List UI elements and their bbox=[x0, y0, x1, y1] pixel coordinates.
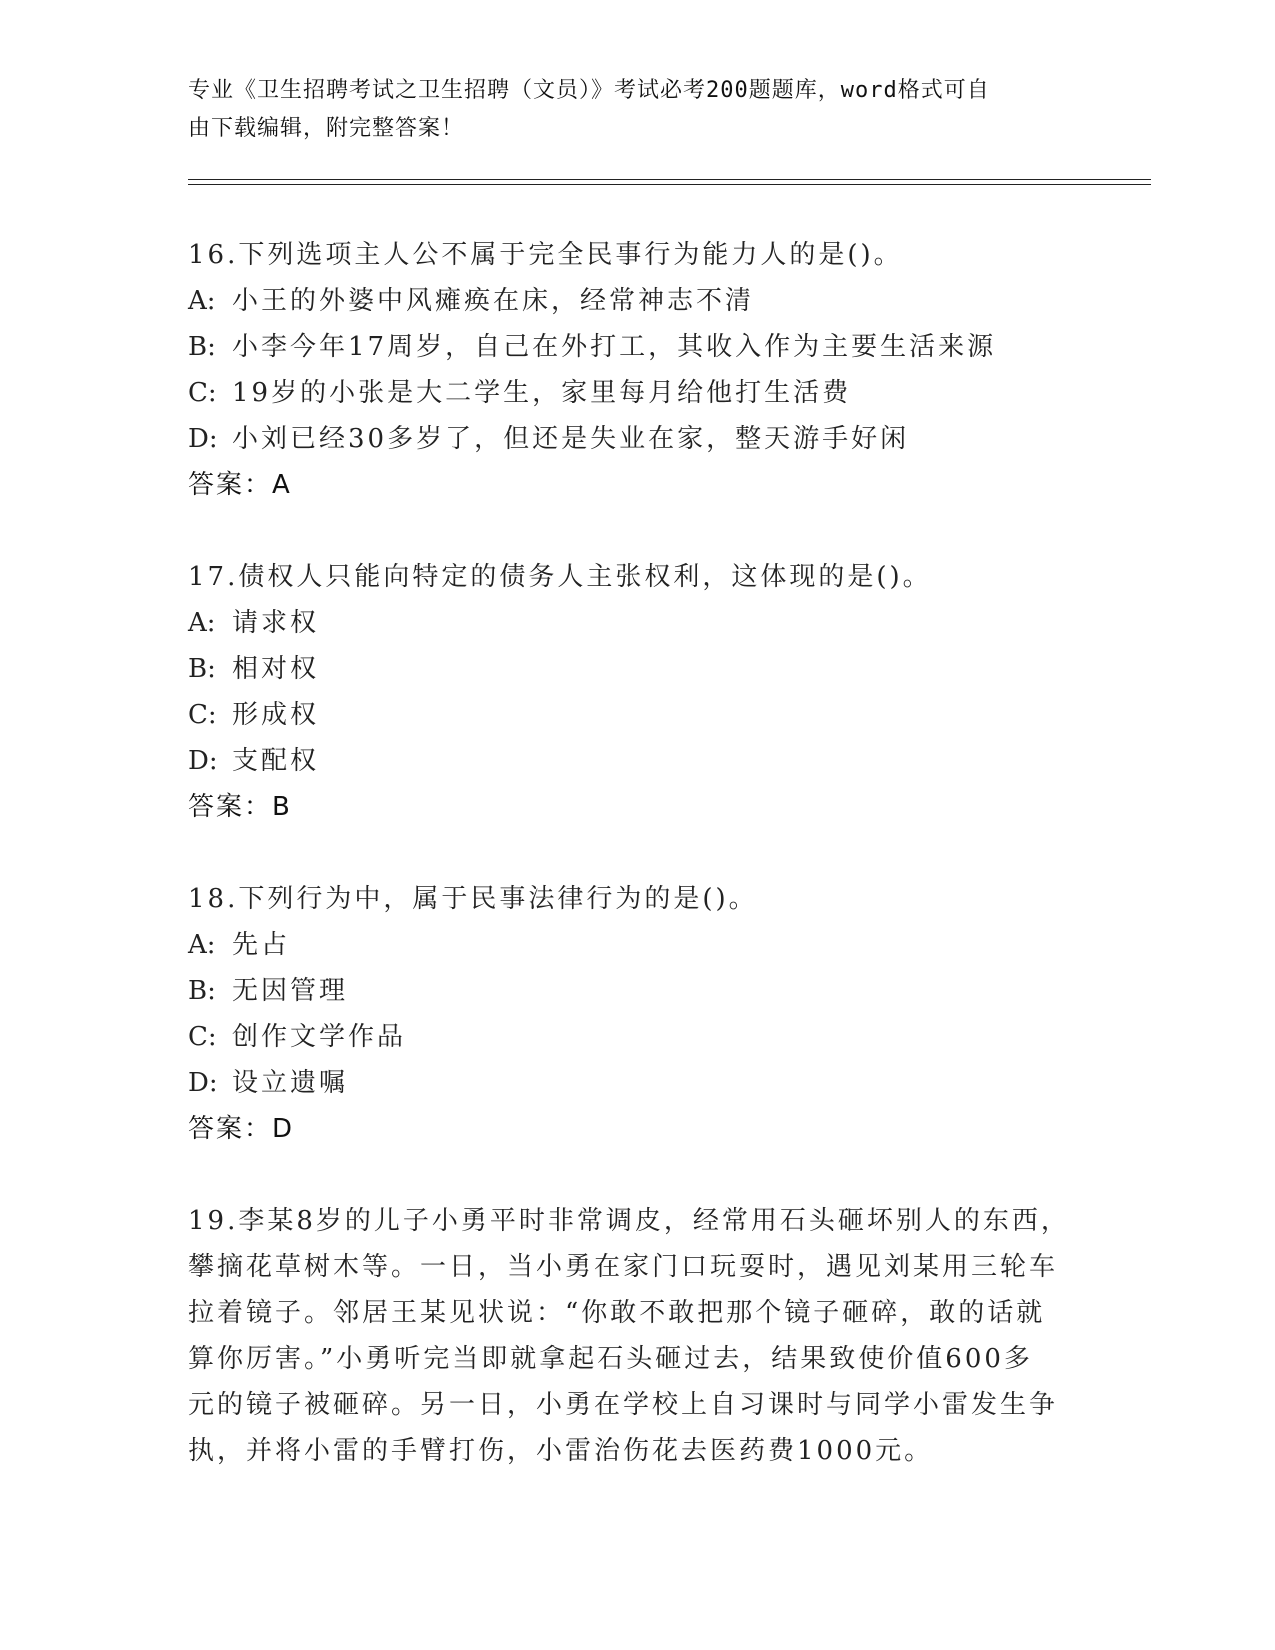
option-b bbox=[188, 324, 1068, 370]
option-key: B: bbox=[188, 654, 216, 684]
question-19-line-3: 拉着镜子。邻居王某见状说：“你敢不敢把那个镜子砸碎，敢的话就 bbox=[188, 1298, 1046, 1328]
header-line-2: 由下载编辑，附完整答案！ bbox=[188, 116, 465, 141]
question-19-line-2: 攀摘花草树木等。一日，当小勇在家门口玩耍时，遇见刘某用三轮车 bbox=[188, 1252, 1059, 1282]
question-stem: 16.下列选项主人公不属于完全民事行为能力人的是()。 bbox=[188, 240, 903, 270]
option-key: A: bbox=[188, 286, 216, 316]
question-stem: 17.债权人只能向特定的债务人主张权利，这体现的是()。 bbox=[188, 562, 932, 592]
option-key: D: bbox=[188, 424, 218, 454]
option-text: 无因管理 bbox=[232, 976, 349, 1006]
option-text: 设立遗嘱 bbox=[232, 1068, 349, 1098]
option-key: A: bbox=[188, 930, 216, 960]
option-key: C: bbox=[188, 378, 217, 408]
option-d bbox=[188, 416, 1068, 462]
answer-line: 答案：D bbox=[188, 1114, 295, 1144]
option-a bbox=[188, 922, 1068, 968]
question-19-line-5: 元的镜子被砸碎。另一日，小勇在学校上自习课时与同学小雷发生争 bbox=[188, 1390, 1059, 1420]
option-text: 创作文学作品 bbox=[232, 1022, 407, 1052]
option-text: 小王的外婆中风瘫痪在床，经常神志不清 bbox=[232, 286, 755, 316]
question-stem: 18.下列行为中，属于民事法律行为的是()。 bbox=[188, 884, 758, 914]
question-19 bbox=[188, 1198, 1068, 1474]
option-key: B: bbox=[188, 976, 216, 1006]
option-c bbox=[188, 1014, 1068, 1060]
question-19-line-1: 19.李某8岁的儿子小勇平时非常调皮，经常用石头砸坏别人的东西， bbox=[188, 1206, 1070, 1236]
option-b bbox=[188, 646, 1068, 692]
option-key: C: bbox=[188, 1022, 217, 1052]
option-c bbox=[188, 692, 1068, 738]
answer-line: 答案：A bbox=[188, 470, 292, 500]
question-18 bbox=[188, 876, 1068, 1152]
question-19-line-6: 执，并将小雷的手臂打伤，小雷治伤花去医药费1000元。 bbox=[188, 1436, 934, 1466]
option-text: 小刘已经30多岁了，但还是失业在家，整天游手好闲 bbox=[232, 424, 910, 454]
question-list bbox=[188, 232, 1068, 1520]
answer-line: 答案：B bbox=[188, 792, 292, 822]
option-text: 支配权 bbox=[232, 746, 320, 776]
option-a bbox=[188, 278, 1068, 324]
option-c bbox=[188, 370, 1068, 416]
question-16 bbox=[188, 232, 1068, 508]
header-divider-bottom bbox=[188, 184, 1151, 185]
option-text: 小李今年17周岁，自己在外打工，其收入作为主要生活来源 bbox=[232, 332, 997, 362]
header-line-1: 专业《卫生招聘考试之卫生招聘（文员）》考试必考200题题库，word格式可自 bbox=[188, 78, 990, 103]
question-19-line-4: 算你厉害。”小勇听完当即就拿起石头砸过去，结果致使价值600多 bbox=[188, 1344, 1033, 1374]
option-text: 形成权 bbox=[232, 700, 320, 730]
option-text: 先占 bbox=[232, 930, 291, 960]
option-key: D: bbox=[188, 746, 218, 776]
option-key: A: bbox=[188, 608, 216, 638]
option-key: C: bbox=[188, 700, 217, 730]
option-text: 19岁的小张是大二学生，家里每月给他打生活费 bbox=[232, 378, 852, 408]
document-header bbox=[188, 72, 1068, 148]
option-text: 相对权 bbox=[232, 654, 320, 684]
option-d bbox=[188, 738, 1068, 784]
option-key: B: bbox=[188, 332, 216, 362]
header-divider-top bbox=[188, 179, 1151, 180]
option-d bbox=[188, 1060, 1068, 1106]
option-b bbox=[188, 968, 1068, 1014]
option-a bbox=[188, 600, 1068, 646]
question-17 bbox=[188, 554, 1068, 830]
option-key: D: bbox=[188, 1068, 218, 1098]
option-text: 请求权 bbox=[232, 608, 320, 638]
